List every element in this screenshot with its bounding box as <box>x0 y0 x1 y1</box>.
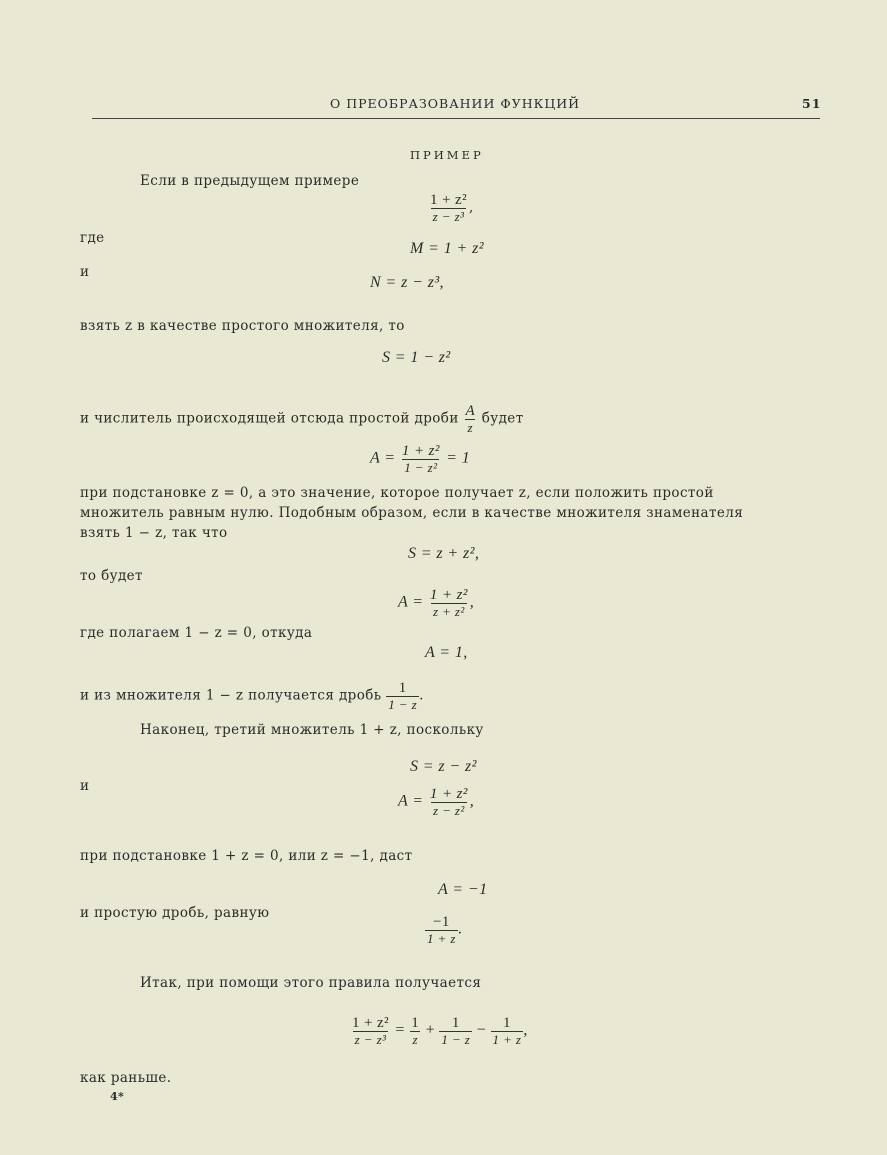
numerator: 1 <box>451 1015 460 1031</box>
text-line: при подстановке 1 + z = 0, или z = −1, даст <box>80 848 413 864</box>
punct: , <box>523 1021 528 1039</box>
lhs: A = <box>398 593 424 611</box>
denominator: z − z² <box>432 803 465 818</box>
page-number: 51 <box>802 96 822 111</box>
denominator: 1 + z <box>427 931 456 946</box>
text-line: Наконец, третий множитель 1 + z, поскольку <box>140 722 484 738</box>
text-line: взять z в качестве простого множителя, то <box>80 318 405 334</box>
text-line: как раньше. <box>80 1070 172 1086</box>
denominator: 1 − z <box>388 697 418 712</box>
equation: S = 1 − z² <box>382 349 451 366</box>
numerator: 1 <box>398 680 407 696</box>
equation: N = z − z³, <box>370 274 444 291</box>
equation: A = 1, <box>425 644 468 661</box>
equation <box>370 443 470 475</box>
equation <box>398 786 474 818</box>
denominator: 1 + z <box>492 1032 522 1047</box>
denominator: z − z³ <box>354 1032 387 1047</box>
text-line: множитель равным нулю. Подобным образом, если в качестве множителя знаменателя <box>80 505 744 521</box>
text: и из множителя 1 − z получается дробь <box>80 687 382 704</box>
final-equation <box>350 1015 528 1047</box>
text-line: при подстановке z = 0, а это значение, которое получает z, если положить простой <box>80 485 714 501</box>
numerator: 1 + z² <box>352 1015 390 1031</box>
numerator: 1 + z² <box>401 443 440 459</box>
punct: , <box>469 199 474 216</box>
fraction <box>428 192 474 224</box>
header-rule <box>92 118 820 119</box>
text-line: то будет <box>80 568 143 584</box>
rhs: = 1 <box>446 449 471 467</box>
text-line: Если в предыдущем примере <box>140 173 360 189</box>
denominator: 1 − z <box>441 1032 471 1047</box>
denominator: z + z² <box>432 604 465 619</box>
denominator: z <box>412 1032 418 1047</box>
numerator: A <box>465 403 476 419</box>
text-line: и простую дробь, равную <box>80 905 270 921</box>
text-line: и <box>80 264 90 280</box>
punct: , <box>469 792 475 810</box>
numerator: 1 <box>502 1015 511 1031</box>
text-line <box>80 680 424 712</box>
fraction <box>425 914 462 946</box>
plus: + <box>425 1021 436 1039</box>
lhs: A = <box>370 449 396 467</box>
equation: M = 1 + z² <box>410 240 484 257</box>
numerator: 1 <box>411 1015 420 1031</box>
running-header: О ПРЕОБРАЗОВАНИИ ФУНКЦИЙ <box>330 96 581 111</box>
punct: . <box>419 687 424 704</box>
numerator: 1 + z² <box>429 587 468 603</box>
lhs: A = <box>398 792 424 810</box>
text-line: где <box>80 230 105 246</box>
numerator: 1 + z² <box>429 786 468 802</box>
text: и числитель происходящей отсюда простой дроби <box>80 410 459 427</box>
text-line: и <box>80 778 90 794</box>
equation: A = −1 <box>438 881 488 898</box>
text: будет <box>481 410 524 427</box>
equation: S = z + z², <box>408 545 480 562</box>
equation: S = z − z² <box>410 758 477 775</box>
denominator: z <box>467 420 473 435</box>
numerator: −1 <box>433 914 450 930</box>
signature-mark: 4* <box>110 1090 125 1103</box>
text-line <box>80 403 524 435</box>
text-line: взять 1 − z, так что <box>80 525 228 541</box>
minus: − <box>476 1021 487 1039</box>
text-line: Итак, при помощи этого правила получается <box>140 975 482 991</box>
equation <box>398 587 474 619</box>
text-line: где полагаем 1 − z = 0, откуда <box>80 625 313 641</box>
punct: . <box>457 920 463 938</box>
punct: , <box>469 593 475 611</box>
equals: = <box>395 1021 405 1039</box>
denominator: 1 − z² <box>404 460 438 475</box>
section-title: ПРИМЕР <box>410 148 484 162</box>
numerator: 1 + z² <box>430 192 468 208</box>
denominator: z − z³ <box>432 209 465 224</box>
